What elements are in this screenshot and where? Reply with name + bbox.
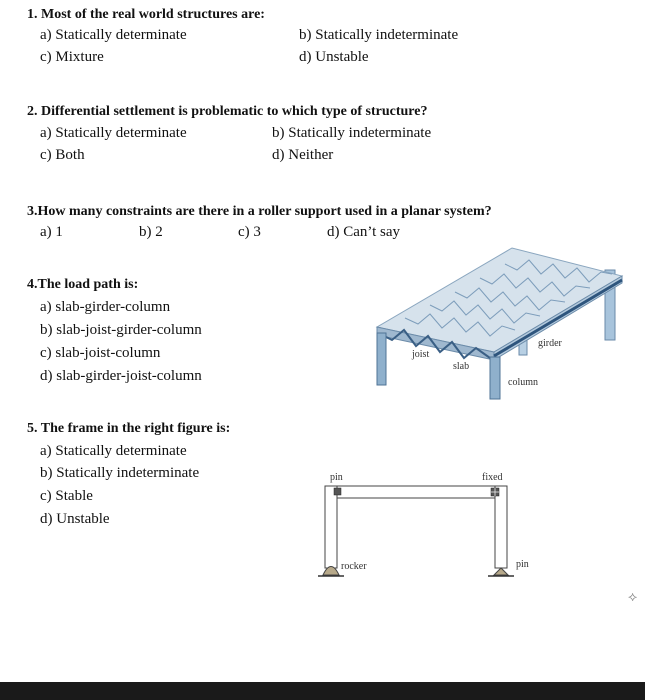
label-fixed: fixed — [482, 472, 503, 483]
question-5-option-b[interactable]: b) Statically indeterminate — [40, 465, 200, 481]
bottom-bar — [0, 682, 645, 700]
question-5-title: 5. The frame in the right figure is: — [27, 421, 231, 436]
question-4-option-c[interactable]: c) slab-joist-column — [40, 345, 161, 361]
label-slab: slab — [453, 361, 470, 372]
question-1-option-d[interactable]: d) Unstable — [299, 49, 369, 65]
question-3-option-d[interactable]: d) Can’t say — [327, 224, 401, 240]
question-4-title: 4.The load path is: — [27, 277, 139, 292]
corner-glyph: ⟡ — [628, 590, 638, 605]
question-5-option-a[interactable]: a) Statically determinate — [40, 443, 187, 459]
question-1-option-a[interactable]: a) Statically determinate — [40, 27, 187, 43]
pin-support-icon — [494, 568, 508, 575]
label-girder: girder — [538, 338, 562, 349]
frame-beam — [325, 486, 507, 498]
frame-left-column — [325, 486, 337, 568]
question-2-option-c[interactable]: c) Both — [40, 147, 85, 163]
question-4-option-d[interactable]: d) slab-girder-joist-column — [40, 368, 202, 384]
question-5-option-d[interactable]: d) Unstable — [40, 511, 110, 527]
question-3-option-b[interactable]: b) 2 — [139, 224, 163, 240]
frame-right-column — [495, 486, 507, 568]
question-1-title: 1. Most of the real world structures are: — [27, 7, 265, 22]
question-3-option-a[interactable]: a) 1 — [40, 224, 63, 240]
question-2-option-b[interactable]: b) Statically indeterminate — [272, 125, 432, 141]
question-2-option-a[interactable]: a) Statically determinate — [40, 125, 187, 141]
question-2-option-d[interactable]: d) Neither — [272, 147, 334, 163]
label-pin-top: pin — [330, 472, 343, 483]
question-3-option-c[interactable]: c) 3 — [238, 224, 261, 240]
question-4-option-b[interactable]: b) slab-joist-girder-column — [40, 322, 202, 338]
question-4-option-a[interactable]: a) slab-girder-column — [40, 299, 171, 315]
question-1-option-b[interactable]: b) Statically indeterminate — [299, 27, 459, 43]
question-1-option-c[interactable]: c) Mixture — [40, 49, 104, 65]
label-joist: joist — [412, 349, 430, 360]
label-column: column — [508, 377, 538, 388]
label-pin-bottom: pin — [516, 559, 529, 570]
label-rocker: rocker — [341, 561, 367, 572]
question-5-option-c[interactable]: c) Stable — [40, 488, 93, 504]
pin-joint-icon — [334, 488, 341, 495]
question-3-title: 3.How many constraints are there in a roller support used in a planar system? — [27, 204, 492, 219]
question-2-title: 2. Differential settlement is problematic to which type of structure? — [27, 104, 428, 119]
